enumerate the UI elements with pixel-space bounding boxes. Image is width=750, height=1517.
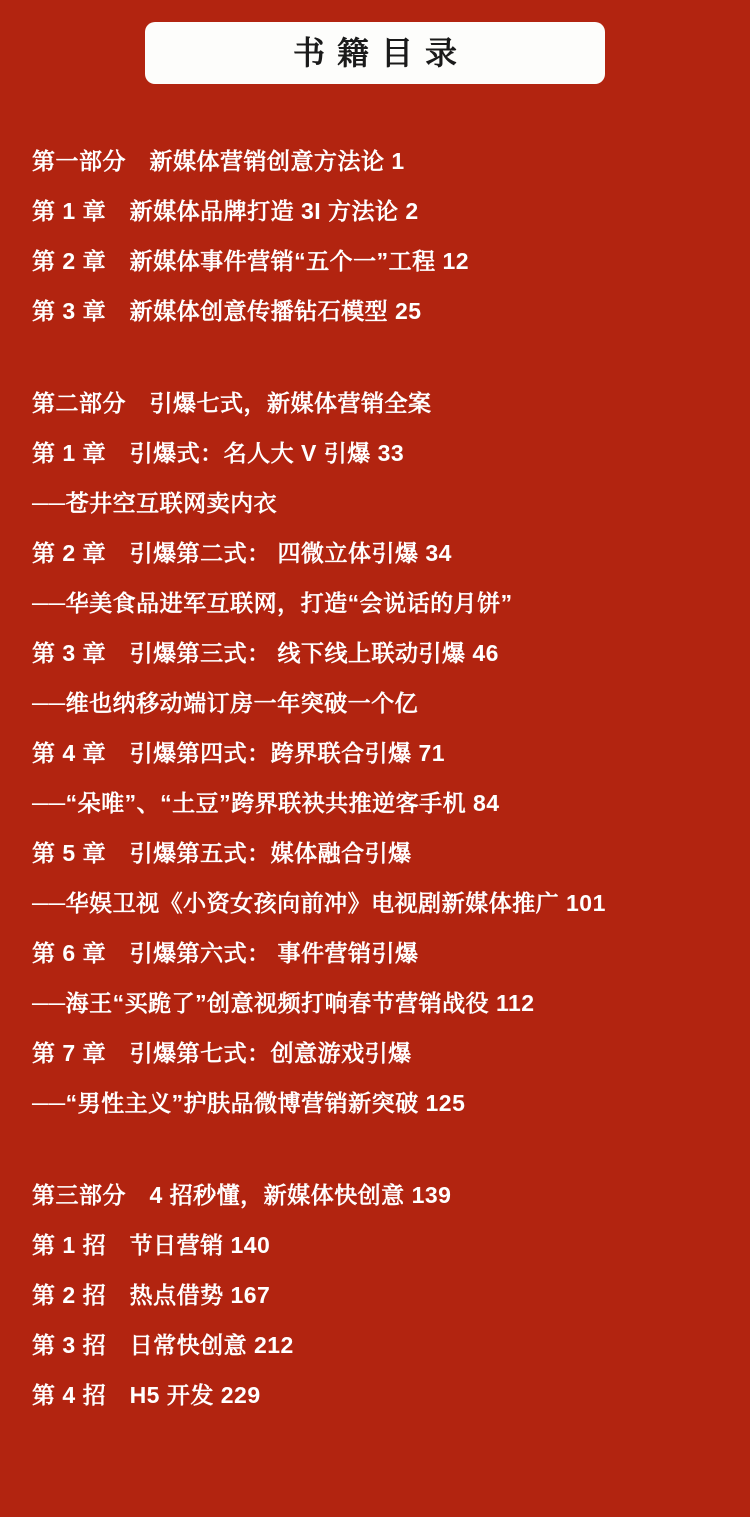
toc-entry-chapter[interactable]: 第 3 招 日常快创意 212: [32, 1332, 294, 1358]
toc-entry-chapter[interactable]: 第 4 招 H5 开发 229: [32, 1382, 261, 1408]
toc-entry-subtitle[interactable]: ──维也纳移动端订房一年突破一个亿: [32, 690, 419, 716]
toc-entry-chapter[interactable]: 第 2 章 新媒体事件营销“五个一”工程 12: [32, 248, 470, 274]
title-container: [0, 0, 750, 84]
table-of-contents: [0, 84, 750, 1420]
toc-entry-part[interactable]: 第二部分 引爆七式，新媒体营销全案: [32, 390, 432, 416]
toc-entry-chapter[interactable]: 第 1 章 引爆式：名人大 V 引爆 33: [32, 440, 405, 466]
title-box: [145, 22, 605, 84]
toc-group-part-2: [32, 378, 750, 1128]
toc-entry-chapter[interactable]: 第 1 章 新媒体品牌打造 3I 方法论 2: [32, 198, 419, 224]
toc-group-part-3: [32, 1170, 750, 1420]
page-title: 书籍目录: [292, 35, 469, 71]
toc-entry-chapter[interactable]: 第 3 章 引爆第三式： 线下线上联动引爆 46: [32, 640, 499, 666]
toc-entry-part[interactable]: 第三部分 4 招秒懂，新媒体快创意 139: [32, 1182, 452, 1208]
toc-entry-chapter[interactable]: 第 3 章 新媒体创意传播钻石模型 25: [32, 298, 422, 324]
toc-group-part-1: [32, 136, 750, 336]
toc-entry-subtitle[interactable]: ──苍井空互联网卖内衣: [32, 490, 278, 516]
toc-entry-chapter[interactable]: 第 2 招 热点借势 167: [32, 1282, 271, 1308]
toc-entry-subtitle[interactable]: ──“朵唯”、“土豆”跨界联袂共推逆客手机 84: [32, 790, 500, 816]
toc-entry-subtitle[interactable]: ──华美食品进军互联网，打造“会说话的月饼”: [32, 590, 513, 616]
toc-entry-chapter[interactable]: 第 1 招 节日营销 140: [32, 1232, 271, 1258]
toc-entry-chapter[interactable]: 第 4 章 引爆第四式：跨界联合引爆 71: [32, 740, 446, 766]
toc-entry-chapter[interactable]: 第 2 章 引爆第二式： 四微立体引爆 34: [32, 540, 452, 566]
section-spacer: [32, 1128, 750, 1170]
toc-entry-chapter[interactable]: 第 7 章 引爆第七式：创意游戏引爆: [32, 1040, 412, 1066]
section-spacer: [32, 336, 750, 378]
toc-entry-subtitle[interactable]: ──“男性主义”护肤品微博营销新突破 125: [32, 1090, 466, 1116]
toc-entry-subtitle[interactable]: ──华娱卫视《小资女孩向前冲》电视剧新媒体推广 101: [32, 890, 606, 916]
toc-entry-part[interactable]: 第一部分 新媒体营销创意方法论 1: [32, 148, 405, 174]
toc-entry-chapter[interactable]: 第 5 章 引爆第五式：媒体融合引爆: [32, 840, 412, 866]
toc-entry-subtitle[interactable]: ──海王“买跪了”创意视频打响春节营销战役 112: [32, 990, 535, 1016]
toc-entry-chapter[interactable]: 第 6 章 引爆第六式： 事件营销引爆: [32, 940, 419, 966]
